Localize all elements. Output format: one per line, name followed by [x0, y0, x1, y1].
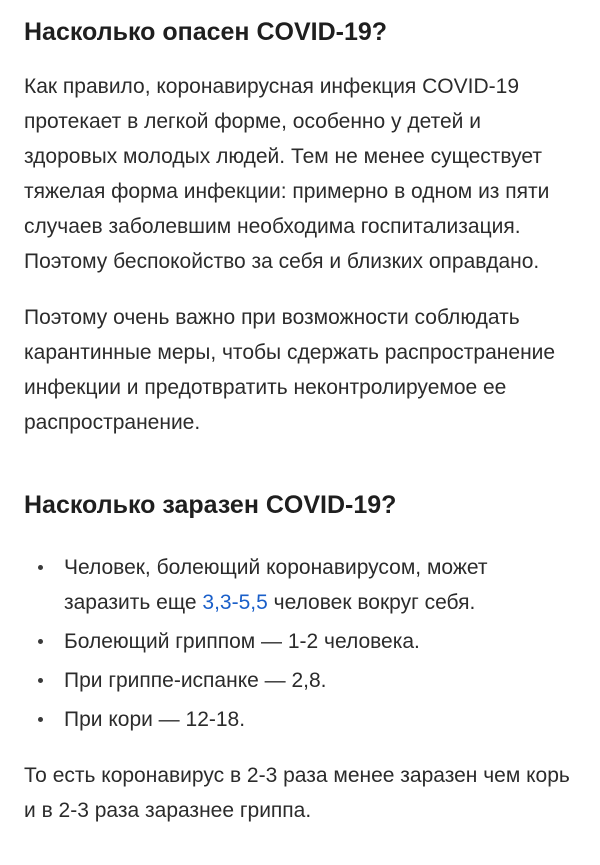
list-item-text-before: Человек, болеющий коронавирусом, может заразить еще: [64, 556, 488, 614]
bullet-dot: [38, 565, 43, 570]
section-heading-danger: Насколько опасен COVID-19?: [24, 18, 388, 46]
list-item-coronavirus: [24, 550, 576, 620]
paragraph-quarantine: Поэтому очень важно при возможности соблюдать карантинные меры, чтобы сдержать распространение инфекции и предотвратить неконтролируемое ее распространение.: [24, 306, 556, 434]
paragraph-severity: Как правило, коронавирусная инфекция COVID-19 протекает в легкой форме, особенно у детей и здоровых молодых людей. Тем не менее существует тяжелая форма инфекции: примерно в одном из пяти случаев заболевшим необходима госпитализация. Поэтому беспокойство за себя и близких оправдано.: [24, 75, 550, 273]
contagiousness-list: [24, 550, 576, 737]
list-item-measles: [24, 702, 576, 737]
list-item-flu: [24, 624, 576, 659]
list-item-text-after: человек вокруг себя.: [267, 591, 476, 614]
list-item-text: При кори — 12-18.: [64, 708, 246, 731]
bullet-dot: [38, 639, 43, 644]
list-item-text: При гриппе-испанке — 2,8.: [64, 669, 327, 692]
bullet-dot: [38, 678, 43, 683]
paragraph-conclusion: То есть коронавирус в 2-3 раза менее заразен чем корь и в 2-3 раза заразнее гриппа.: [24, 764, 570, 822]
reference-link[interactable]: 3,3-5,5: [202, 591, 268, 614]
list-item-text: Болеющий гриппом — 1-2 человека.: [64, 630, 420, 653]
list-item-spanish-flu: [24, 663, 576, 698]
section-heading-contagiousness: Насколько заразен COVID-19?: [24, 491, 397, 519]
bullet-dot: [38, 717, 43, 722]
